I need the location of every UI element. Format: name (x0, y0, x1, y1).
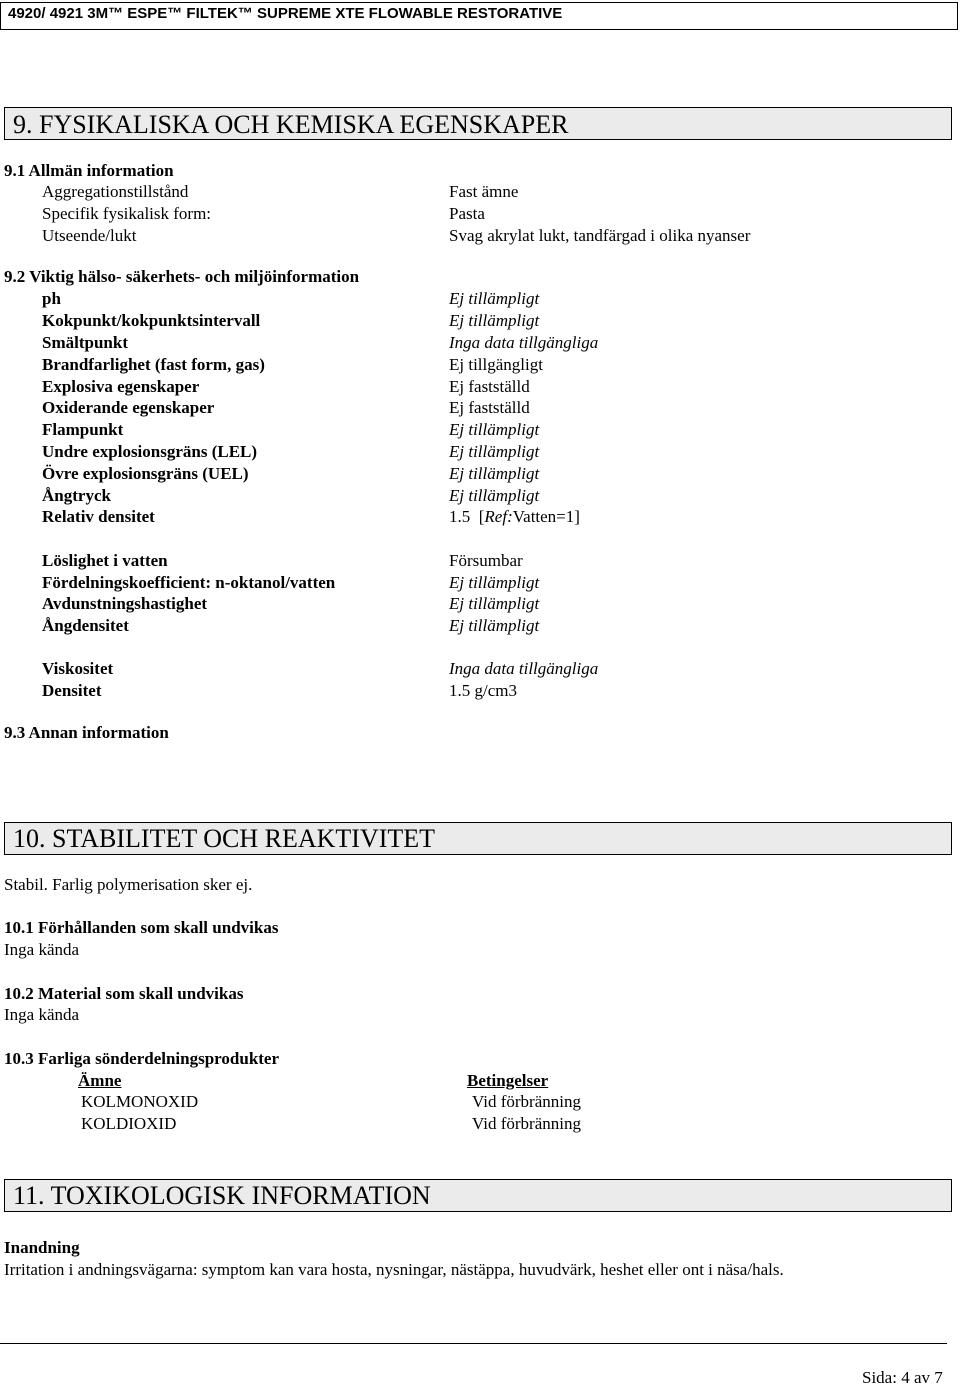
property-value: Ej tillämpligt (449, 616, 540, 635)
property-label: Oxiderande egenskaper (42, 398, 215, 417)
table-row (0, 1114, 960, 1136)
property-value: Inga data tillgängliga (449, 333, 599, 352)
section-9-title: 9. FYSIKALISKA OCH KEMISKA EGENSKAPER (13, 110, 569, 139)
property-row (0, 204, 960, 226)
property-value: Ej tillämpligt (449, 420, 540, 439)
property-label: Smältpunkt (42, 333, 128, 352)
property-label: Undre explosionsgräns (LEL) (42, 442, 258, 461)
section-10-title: 10. STABILITET OCH REAKTIVITET (13, 824, 436, 853)
property-value: Ej tillämpligt (449, 573, 540, 592)
condition-cell: Vid förbränning (472, 1092, 581, 1111)
section-9-header (4, 107, 952, 140)
substance-column-header: Ämne (78, 1071, 122, 1090)
property-label: Densitet (42, 681, 102, 700)
property-row (0, 442, 960, 464)
property-row (0, 311, 960, 333)
property-row (0, 333, 960, 355)
substance-cell: KOLDIOXID (81, 1114, 177, 1133)
inhalation-text: Irritation i andningsvägarna: symptom kan vara hosta, nysningar, nästäppa, huvudvärk, heshet eller ont i näsa/hals. (4, 1260, 784, 1279)
property-value: Ej tillämpligt (449, 289, 540, 308)
property-value: Pasta (449, 204, 485, 223)
inhalation-heading: Inandning (4, 1238, 80, 1257)
page-number: Sida: 4 av 7 (862, 1368, 943, 1387)
subsection-9-3-heading: 9.3 Annan information (4, 723, 169, 742)
property-label: Ångtryck (42, 486, 111, 505)
property-label: Kokpunkt/kokpunktsintervall (42, 311, 261, 330)
property-value: Försumbar (449, 551, 523, 570)
property-row (0, 289, 960, 311)
property-value: Ej tillämpligt (449, 311, 540, 330)
property-row (0, 464, 960, 486)
property-label: Ångdensitet (42, 616, 129, 635)
subsection-10-1-text: Inga kända (4, 940, 80, 959)
footer-divider (0, 1343, 947, 1344)
subsection-9-2-heading: 9.2 Viktig hälso- säkerhets- och miljöinformation (4, 267, 360, 286)
property-value: Svag akrylat lukt, tandfärgad i olika nyanser (449, 226, 751, 245)
document-title: 4920/ 4921 3M™ ESPE™ FILTEK™ SUPREME XTE FLOWABLE RESTORATIVE (8, 5, 563, 22)
property-row (0, 398, 960, 420)
property-row (0, 355, 960, 377)
condition-column-header: Betingelser (467, 1071, 549, 1090)
property-row (0, 551, 960, 573)
substance-cell: KOLMONOXID (81, 1092, 199, 1111)
property-value: 1.5 g/cm3 (449, 681, 517, 700)
property-value: Ej tillämpligt (449, 442, 540, 461)
property-row (0, 486, 960, 508)
property-label: Specifik fysikalisk form: (42, 204, 212, 223)
property-value: Ej tillämpligt (449, 464, 540, 483)
property-row (0, 659, 960, 681)
section-10-header (4, 822, 952, 855)
property-value: Ej tillämpligt (449, 594, 540, 613)
document-header (0, 2, 958, 30)
subsection-10-1-heading: 10.1 Förhållanden som skall undvikas (4, 918, 279, 937)
property-value (449, 507, 580, 527)
subsection-9-1-heading: 9.1 Allmän information (4, 161, 174, 180)
section-11-title: 11. TOXIKOLOGISK INFORMATION (13, 1181, 431, 1210)
property-value: Ej fastställd (449, 398, 530, 417)
property-row (0, 681, 960, 703)
property-value: Ej tillgängligt (449, 355, 543, 374)
property-row (0, 616, 960, 638)
property-label: Avdunstningshastighet (42, 594, 208, 613)
subsection-10-2-heading: 10.2 Material som skall undvikas (4, 984, 244, 1003)
property-label: Löslighet i vatten (42, 551, 168, 570)
property-row (0, 507, 960, 529)
property-label: Aggregationstillstånd (42, 182, 189, 201)
property-value: Inga data tillgängliga (449, 659, 599, 678)
section-11-header (4, 1179, 952, 1212)
value-reference: Ref: (484, 507, 513, 526)
property-row (0, 182, 960, 204)
property-row (0, 594, 960, 616)
value-suffix: Vatten=1] (512, 507, 580, 526)
property-row (0, 420, 960, 442)
property-row (0, 226, 960, 248)
property-value: Ej tillämpligt (449, 486, 540, 505)
property-label: Viskositet (42, 659, 114, 678)
subsection-10-2-text: Inga kända (4, 1005, 80, 1024)
property-label: ph (42, 289, 61, 308)
property-label: Explosiva egenskaper (42, 377, 200, 396)
value-prefix: 1.5 [ (449, 507, 485, 526)
property-value: Fast ämne (449, 182, 519, 201)
property-label: Brandfarlighet (fast form, gas) (42, 355, 265, 374)
subsection-10-3-heading: 10.3 Farliga sönderdelningsprodukter (4, 1049, 280, 1068)
property-label: Övre explosionsgräns (UEL) (42, 464, 249, 483)
property-value: Ej fastställd (449, 377, 530, 396)
condition-cell: Vid förbränning (472, 1114, 581, 1133)
property-row (0, 573, 960, 595)
property-label: Relativ densitet (42, 507, 155, 526)
property-label: Utseende/lukt (42, 226, 137, 245)
property-label: Fördelningskoefficient: n-oktanol/vatten (42, 573, 336, 592)
stability-text: Stabil. Farlig polymerisation sker ej. (4, 875, 253, 894)
property-row (0, 377, 960, 399)
property-label: Flampunkt (42, 420, 124, 439)
table-row (0, 1092, 960, 1114)
